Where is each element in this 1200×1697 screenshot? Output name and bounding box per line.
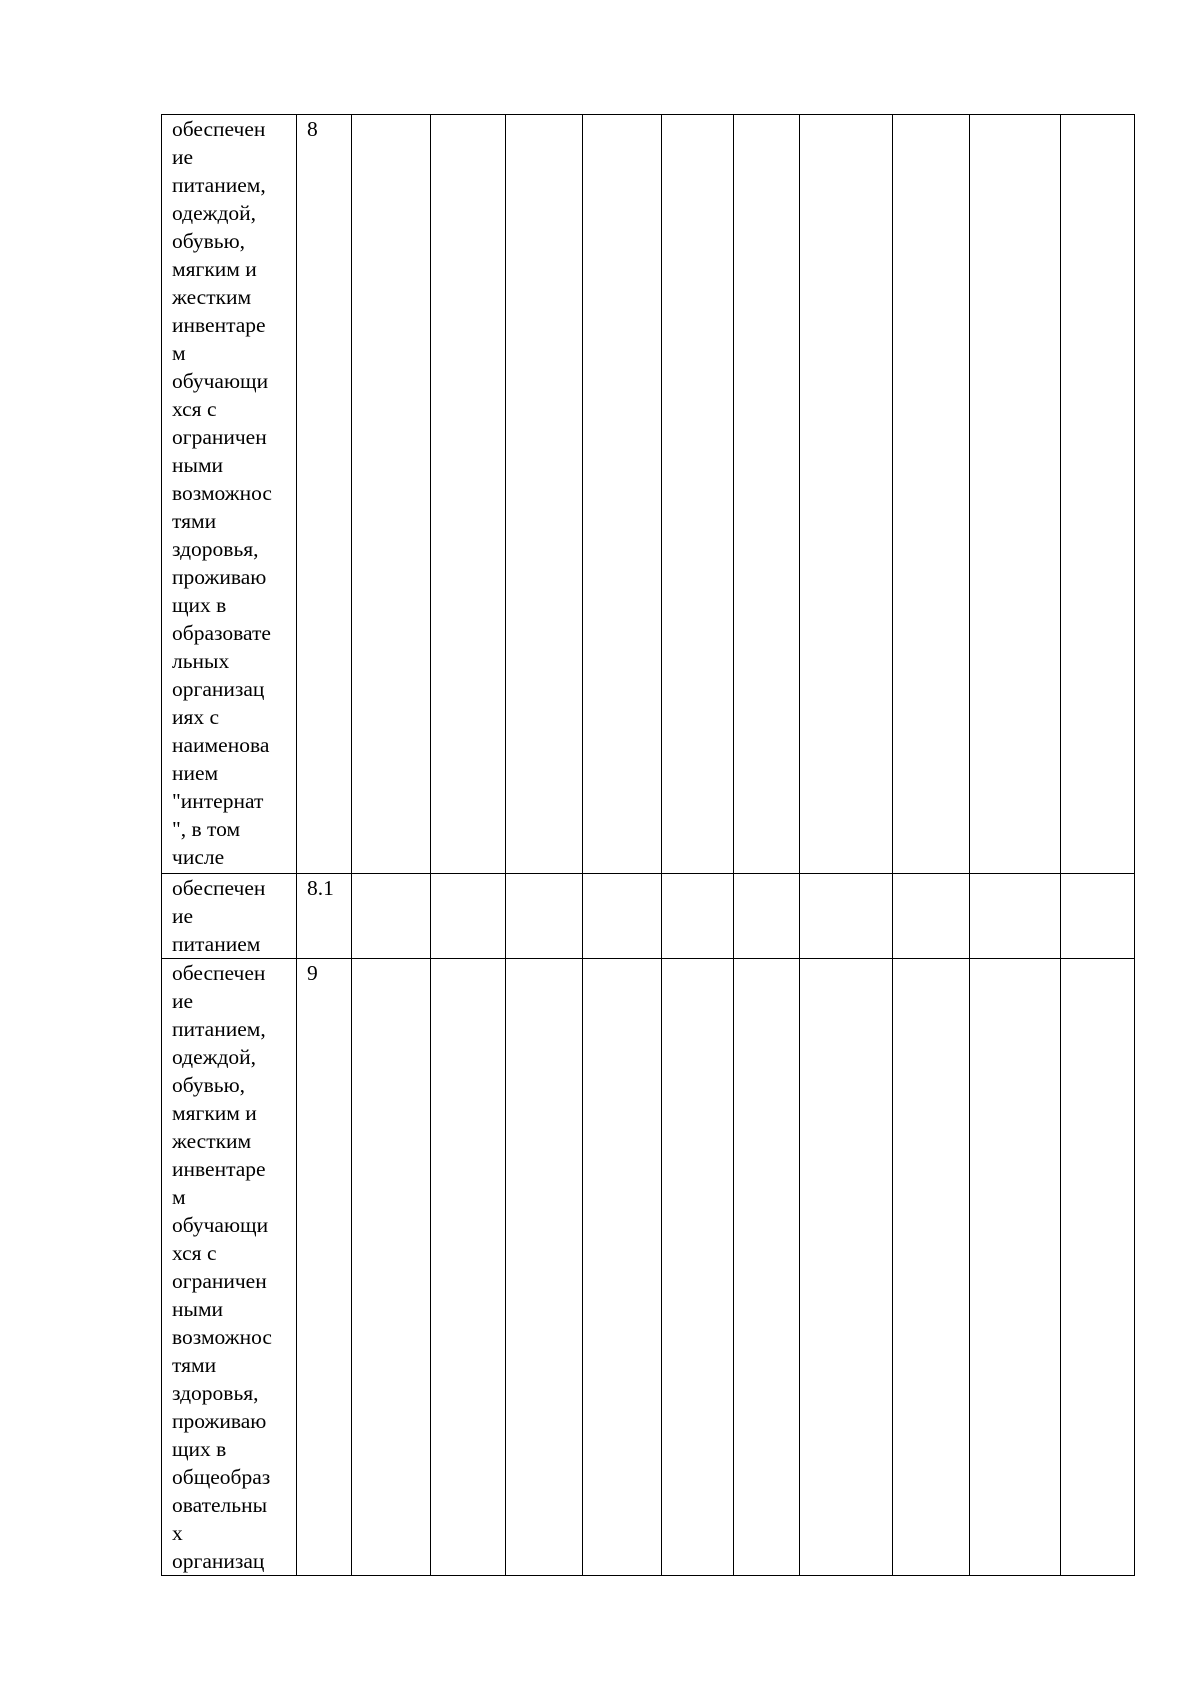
row-label-line: тями — [172, 509, 217, 533]
empty-cell — [506, 115, 583, 874]
row-label-line: "интернат — [172, 789, 264, 813]
empty-cell — [506, 959, 583, 1576]
row-label-line: овательны — [172, 1493, 268, 1517]
empty-cell — [662, 874, 734, 959]
row-label-line: хся с — [172, 397, 217, 421]
table-body — [162, 115, 1135, 1576]
empty-cell — [583, 959, 662, 1576]
row-number-cell: 9 — [297, 959, 352, 1576]
row-label-line: щих в — [172, 593, 227, 617]
empty-cell — [1061, 115, 1135, 874]
row-label-line: числе — [172, 845, 225, 869]
empty-cell — [800, 115, 893, 874]
row-label-line: хся с — [172, 1241, 217, 1265]
row-label-cell — [162, 959, 297, 1576]
row-label-line: одеждой, — [172, 201, 257, 225]
empty-cell — [734, 874, 800, 959]
row-number-cell: 8 — [297, 115, 352, 874]
row-label-line: наименова — [172, 733, 270, 757]
empty-cell — [662, 115, 734, 874]
empty-cell — [893, 115, 970, 874]
row-label-line: обеспечен — [172, 961, 266, 985]
row-label-line: возможнос — [172, 481, 272, 505]
row-label-line: нием — [172, 761, 219, 785]
empty-cell — [583, 115, 662, 874]
row-label-line: м — [172, 1185, 186, 1209]
empty-cell — [431, 959, 506, 1576]
row-label-line: здоровья, — [172, 537, 259, 561]
table-row — [162, 874, 1135, 959]
empty-cell — [970, 874, 1061, 959]
empty-cell — [1061, 874, 1135, 959]
row-label-line: здоровья, — [172, 1381, 259, 1405]
table-row — [162, 959, 1135, 1576]
empty-cell — [1061, 959, 1135, 1576]
row-label-line: одеждой, — [172, 1045, 257, 1069]
empty-cell — [506, 874, 583, 959]
row-label-line: мягким и — [172, 1101, 257, 1125]
row-label-line: общеобраз — [172, 1465, 271, 1489]
row-label-line: м — [172, 341, 186, 365]
row-label-line: ограничен — [172, 1269, 267, 1293]
row-label-line: обеспечен — [172, 876, 266, 900]
row-label-line: ными — [172, 1297, 224, 1321]
row-label-line: обучающи — [172, 369, 269, 393]
row-label-line: ие — [172, 989, 194, 1013]
row-label-line: инвентаре — [172, 313, 266, 337]
row-label-line: тями — [172, 1353, 217, 1377]
row-label-line: организац — [172, 677, 265, 701]
empty-cell — [734, 959, 800, 1576]
table-row — [162, 115, 1135, 874]
row-label-line: ограничен — [172, 425, 267, 449]
row-label-cell — [162, 115, 297, 874]
row-label-line: организац — [172, 1549, 265, 1573]
row-label-cell — [162, 874, 297, 959]
empty-cell — [352, 959, 431, 1576]
empty-cell — [970, 115, 1061, 874]
row-label-line: образовате — [172, 621, 271, 645]
row-label-line: обувью, — [172, 1073, 246, 1097]
empty-cell — [583, 874, 662, 959]
empty-cell — [800, 874, 893, 959]
empty-cell — [431, 874, 506, 959]
empty-cell — [970, 959, 1061, 1576]
row-label-line: питанием, — [172, 173, 266, 197]
row-label-line: льных — [172, 649, 230, 673]
empty-cell — [893, 874, 970, 959]
empty-cell — [352, 874, 431, 959]
empty-cell — [800, 959, 893, 1576]
empty-cell — [431, 115, 506, 874]
row-label-line: проживаю — [172, 565, 267, 589]
row-label-line: х — [172, 1521, 183, 1545]
data-table — [161, 114, 1135, 1576]
empty-cell — [352, 115, 431, 874]
row-label-line: жестким — [172, 1129, 252, 1153]
row-label-line: обучающи — [172, 1213, 269, 1237]
row-number-cell: 8.1 — [297, 874, 352, 959]
row-label-line: ", в том — [172, 817, 241, 841]
row-label-line: щих в — [172, 1437, 227, 1461]
row-label-line: обеспечен — [172, 117, 266, 141]
empty-cell — [662, 959, 734, 1576]
row-label-line: ие — [172, 145, 194, 169]
empty-cell — [893, 959, 970, 1576]
row-label-line: обувью, — [172, 229, 246, 253]
row-label-line: иях с — [172, 705, 220, 729]
row-label-line: возможнос — [172, 1325, 272, 1349]
row-label-line: ными — [172, 453, 224, 477]
row-label-line: ие — [172, 904, 194, 928]
row-label-line: проживаю — [172, 1409, 267, 1433]
row-label-line: мягким и — [172, 257, 257, 281]
empty-cell — [734, 115, 800, 874]
row-label-line: инвентаре — [172, 1157, 266, 1181]
row-label-line: питанием, — [172, 1017, 266, 1041]
row-label-line: питанием — [172, 932, 261, 956]
row-label-line: жестким — [172, 285, 252, 309]
